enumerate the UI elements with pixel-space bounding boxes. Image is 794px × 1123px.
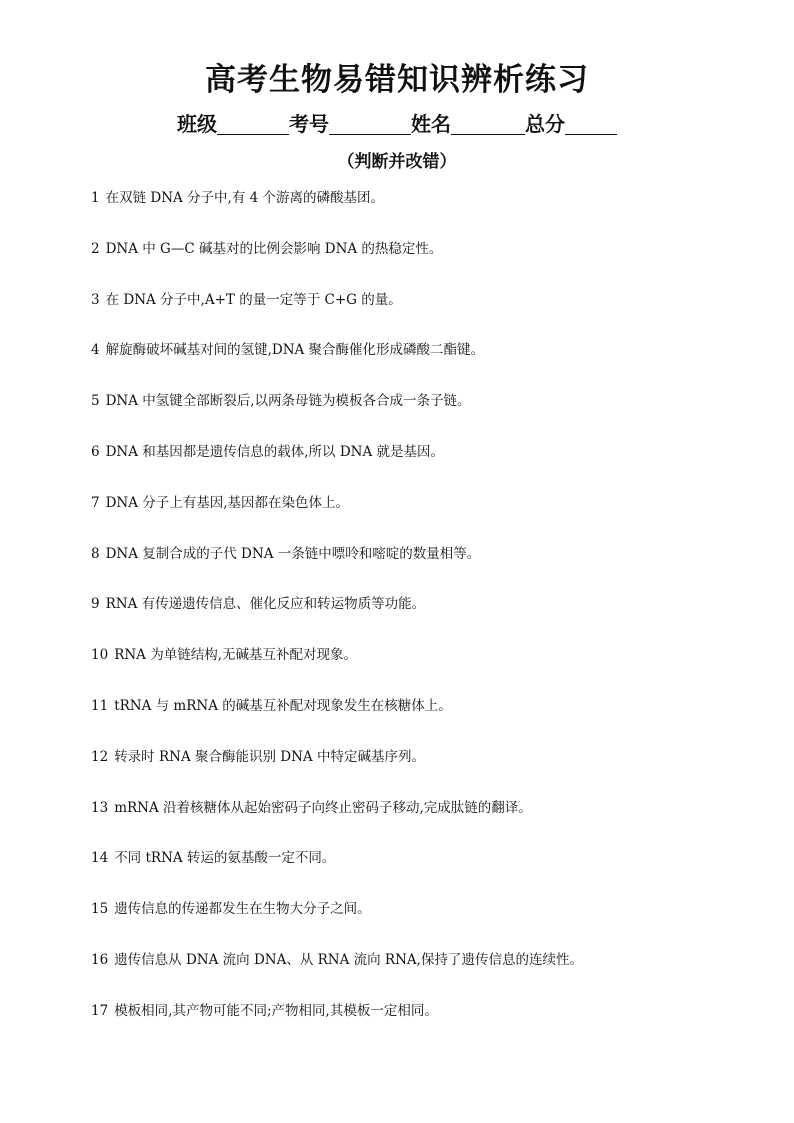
question-item	[91, 848, 751, 899]
question-number: 4	[91, 342, 100, 359]
instruction-subtitle: （判断并改错）	[337, 152, 457, 172]
class-field	[177, 110, 289, 138]
question-text: DNA 复制合成的子代 DNA 一条链中嘌呤和嘧啶的数量相等。	[105, 545, 481, 562]
question-number: 13	[91, 799, 109, 816]
question-item	[91, 442, 751, 493]
question-number: 9	[91, 596, 100, 613]
total-score-field	[525, 110, 617, 138]
question-item	[91, 1001, 751, 1052]
page-title: 高考生物易错知识辨析练习	[205, 62, 589, 98]
question-item	[91, 290, 751, 341]
question-text: RNA 有传递遗传信息、催化反应和转运物质等功能。	[105, 596, 426, 613]
exam-number-field	[289, 110, 411, 138]
exam-number-blank	[329, 112, 411, 135]
question-item	[91, 747, 751, 798]
class-label: 班级	[177, 112, 217, 136]
question-item	[91, 188, 751, 239]
question-text: mRNA 沿着核糖体从起始密码子向终止密码子移动,完成肽链的翻译。	[114, 799, 532, 816]
question-item	[91, 391, 751, 442]
question-item	[91, 544, 751, 595]
question-text: tRNA 与 mRNA 的碱基互补配对现象发生在核糖体上。	[114, 697, 452, 714]
question-number: 8	[91, 545, 100, 562]
question-number: 12	[91, 748, 109, 765]
question-text: DNA 和基因都是遗传信息的载体,所以 DNA 就是基因。	[105, 443, 445, 460]
question-text: DNA 分子上有基因,基因都在染色体上。	[105, 494, 350, 511]
question-item	[91, 594, 751, 645]
question-text: 在双链 DNA 分子中,有 4 个游离的磷酸基团。	[105, 190, 385, 206]
total-score-label: 总分	[525, 112, 565, 136]
question-number: 15	[91, 901, 109, 918]
question-item	[91, 696, 751, 747]
question-item	[91, 493, 751, 544]
question-item	[91, 239, 751, 290]
student-info-row	[0, 110, 794, 138]
question-number: 6	[91, 443, 100, 460]
question-text: 模板相同,其产物可能不同;产物相同,其模板一定相同。	[114, 1002, 438, 1019]
question-number: 3	[91, 291, 100, 308]
question-text: 遗传信息从 DNA 流向 DNA、从 RNA 流向 RNA,保持了遗传信息的连续性。	[114, 951, 583, 968]
question-number: 14	[91, 850, 109, 867]
question-number: 1	[91, 190, 100, 206]
question-number: 11	[91, 697, 109, 714]
question-text: 遗传信息的传递都发生在生物大分子之间。	[114, 901, 371, 918]
question-number: 7	[91, 494, 100, 511]
question-number: 5	[91, 393, 100, 410]
question-item	[91, 899, 751, 950]
question-text: DNA 中氢键全部断裂后,以两条母链为模板各合成一条子链。	[105, 393, 471, 410]
question-item	[91, 950, 751, 1001]
question-list	[91, 188, 751, 1052]
question-text: RNA 为单链结构,无碱基互补配对现象。	[114, 647, 357, 664]
total-score-blank	[565, 112, 617, 135]
question-number: 2	[91, 240, 100, 257]
name-label: 姓名	[411, 112, 451, 136]
name-blank	[451, 112, 525, 135]
question-item	[91, 798, 751, 849]
question-number: 16	[91, 951, 109, 968]
exam-number-label: 考号	[289, 112, 329, 136]
question-text: 转录时 RNA 聚合酶能识别 DNA 中特定碱基序列。	[114, 748, 425, 765]
question-number: 17	[91, 1002, 109, 1019]
name-field	[411, 110, 525, 138]
question-item	[91, 340, 751, 391]
question-text: 在 DNA 分子中,A+T 的量一定等于 C+G 的量。	[105, 291, 402, 308]
question-number: 10	[91, 647, 109, 664]
question-text: 不同 tRNA 转运的氨基酸一定不同。	[114, 850, 336, 867]
question-text: DNA 中 G—C 碱基对的比例会影响 DNA 的热稳定性。	[105, 240, 443, 257]
question-item	[91, 645, 751, 696]
question-text: 解旋酶破坏碱基对间的氢键,DNA 聚合酶催化形成磷酸二酯键。	[105, 342, 485, 359]
class-blank	[217, 112, 289, 135]
